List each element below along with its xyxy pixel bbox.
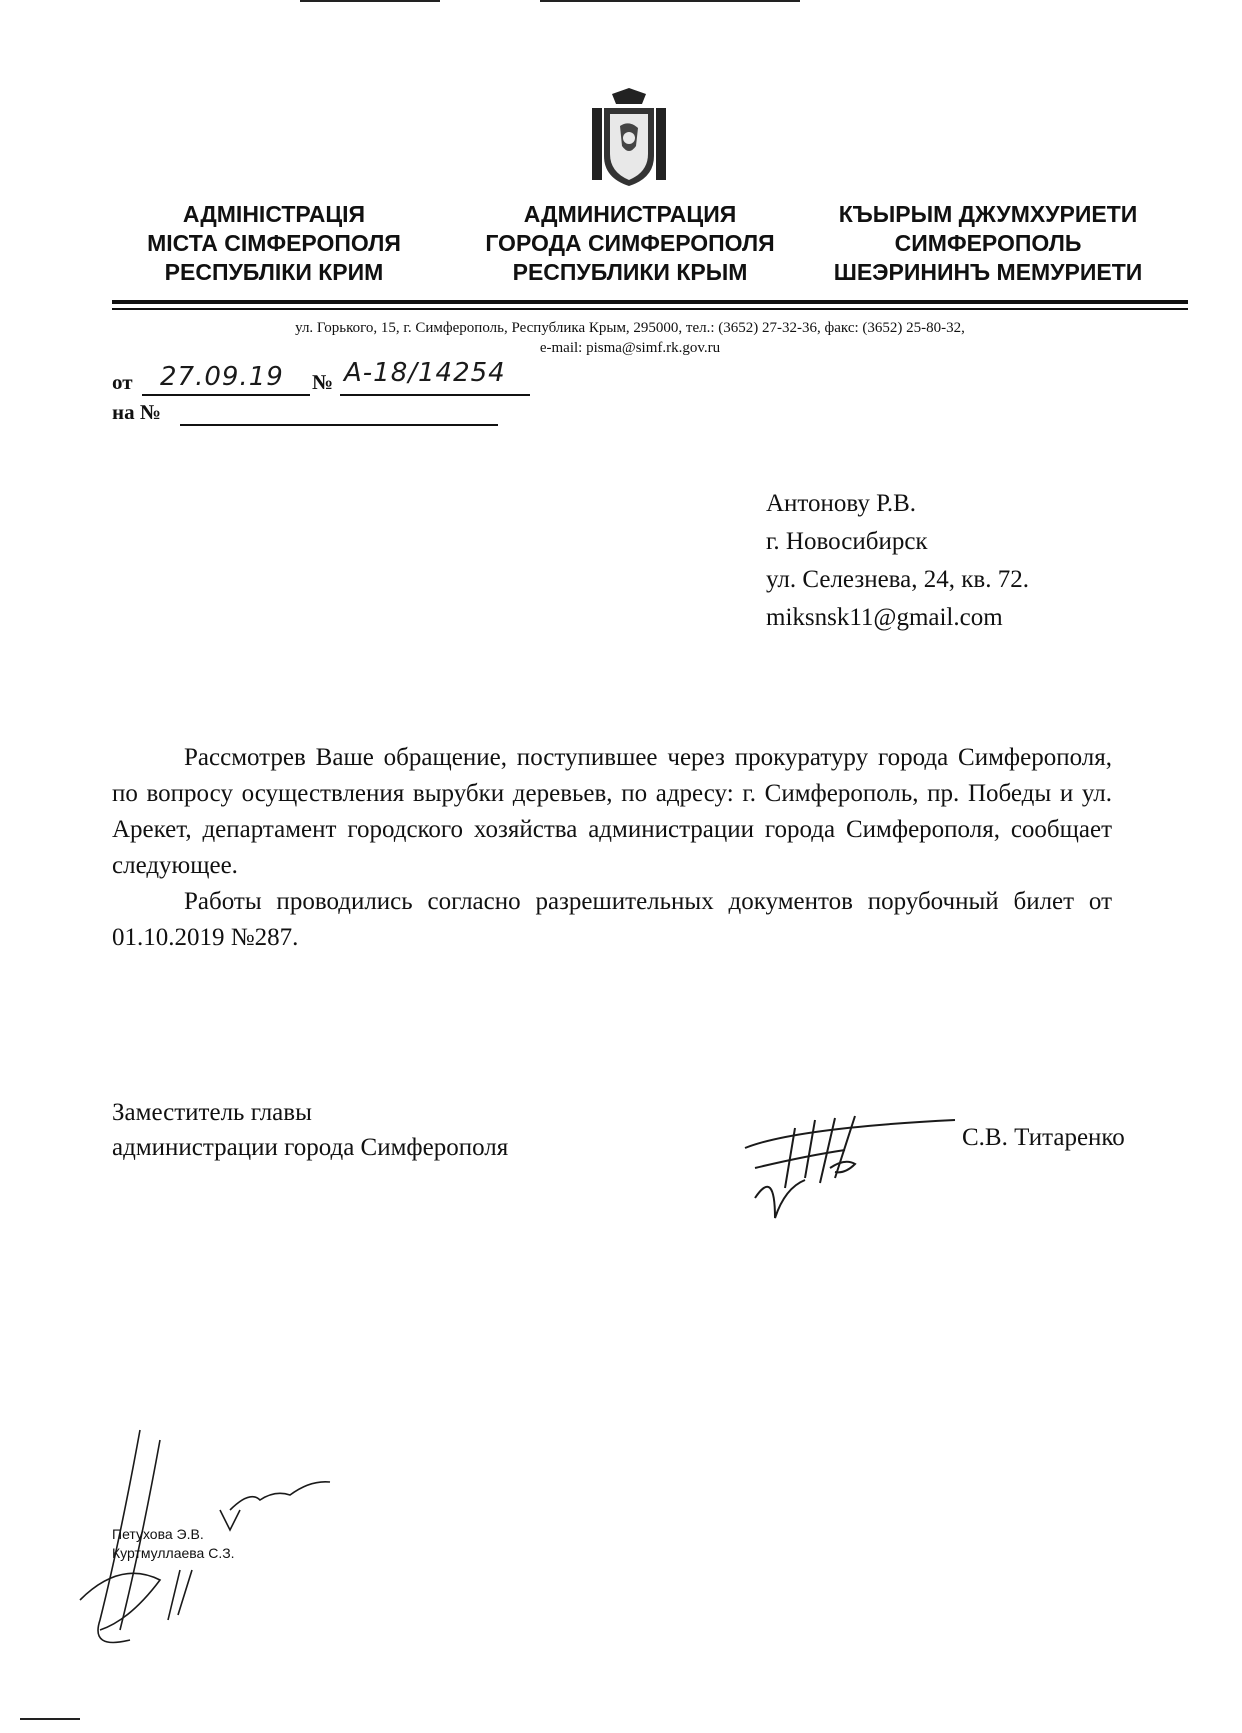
header-russian-line: РЕСПУБЛИКИ КРЫМ: [512, 259, 748, 285]
scan-artifact-top: [300, 0, 440, 2]
header-rule-thick: [112, 300, 1188, 304]
handwritten-signature: [735, 1108, 965, 1233]
header-russian-line: АДМИНИСТРАЦИЯ: [523, 201, 737, 227]
executors-block: [112, 1525, 235, 1563]
header-ukrainian-line: МІСТА СІМФЕРОПОЛЯ: [147, 230, 401, 256]
handwritten-date: 27.09.19: [160, 362, 284, 392]
header-rule-thin: [112, 308, 1188, 310]
date-underline: [142, 394, 310, 396]
header-russian-line: ГОРОДА СИМФЕРОПОЛЯ: [485, 230, 775, 256]
body-paragraph: Рассмотрев Ваше обращение, поступившее через прокуратуру города Симферополя, по вопросу осуществления вырубки деревьев, по адресу: г. Симферополь, пр. Победы и ул. Арекет, департамент городского хозяйства администрации города Симферополя, сообщает следующее.: [112, 744, 1112, 879]
header-ukrainian-line: АДМІНІСТРАЦІЯ: [182, 201, 366, 227]
reply-underline: [180, 424, 498, 426]
executor-line: Куртмуллаева С.З.: [112, 1545, 235, 1561]
reply-label: на №: [112, 400, 161, 424]
recipient-city: г. Новосибирск: [766, 528, 928, 555]
signatory-title-line: Заместитель главы: [112, 1099, 312, 1126]
from-label: от: [112, 370, 133, 394]
header-ukrainian: [104, 200, 444, 287]
recipient-name: Антонову Р.В.: [766, 490, 917, 517]
number-label: №: [312, 370, 334, 394]
header-ukrainian-line: РЕСПУБЛІКИ КРИМ: [164, 259, 384, 285]
contact-address: [150, 318, 1110, 358]
recipient-block: [766, 485, 1029, 637]
recipient-email: miksnsk11@gmail.com: [766, 604, 1003, 631]
signatory-title: [112, 1095, 508, 1165]
scan-artifact-bottom: [20, 1718, 80, 1720]
scan-artifact-top-right: [540, 0, 800, 2]
address-line: ул. Горького, 15, г. Симферополь, Республика Крым, 295000, тел.: (3652) 27-32-36, факс: (3652) 25-80-32,: [295, 320, 965, 336]
number-underline: [340, 394, 530, 396]
coat-of-arms-emblem: [590, 86, 668, 188]
header-russian: [460, 200, 800, 287]
email-line: e-mail: pisma@simf.rk.gov.ru: [539, 340, 721, 356]
header-crimean-tatar-line: КЪЫРЫМ ДЖУМХУРИЕТИ: [838, 201, 1138, 227]
header-crimean-tatar-line: ШЕЭРИНИНЪ МЕМУРИЕТИ: [833, 259, 1143, 285]
executor-line: Петухова Э.В.: [112, 1526, 204, 1542]
recipient-street: ул. Селезнева, 24, кв. 72.: [766, 566, 1029, 593]
signatory-title-line: администрации города Симферополя: [112, 1134, 509, 1161]
header-crimean-tatar: [818, 200, 1158, 287]
handwritten-number: A-18/14254: [344, 358, 506, 388]
header-crimean-tatar-line: СИМФЕРОПОЛЬ: [894, 230, 1082, 256]
body-paragraph: Работы проводились согласно разрешительных документов порубочный билет от 01.10.2019 №287.: [112, 888, 1112, 951]
signatory-name: С.В. Титаренко: [962, 1124, 1125, 1151]
letter-body: [112, 740, 1112, 956]
